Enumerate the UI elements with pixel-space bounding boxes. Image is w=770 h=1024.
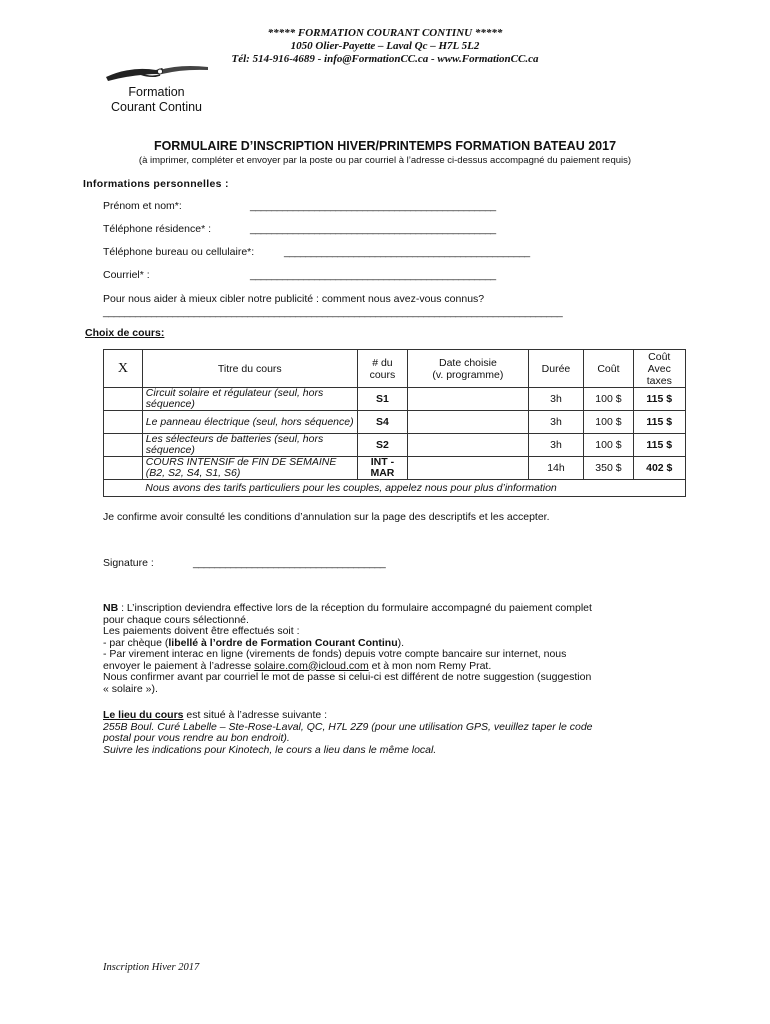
course-cost: 100 $ (584, 388, 633, 411)
course-cost: 100 $ (584, 434, 633, 457)
course-title: Le panneau électrique (seul, hors séquence) (142, 411, 357, 434)
nb-line7: Nous confirmer avant par courriel le mot de passe si celui-ci est différent de notre suggestion (suggestion (103, 671, 592, 683)
course-checkbox[interactable] (104, 411, 143, 434)
course-location: Le lieu du cours est situé à l’adresse suivante : 255B Boul. Curé Labelle – Ste-Rose-Laval, QC, H7L 2Z9 (pour une utilisation GPS, veuillez taper le code postal pour vous rendre au bon endroit). Suivre les indications pour Kinotech, le cours a lieu dans le même local. (103, 710, 703, 756)
name-label: Prénom et nom*: (103, 200, 182, 212)
header-address-line: 1050 Olier-Payette – Laval Qc – H7L 5L2 (290, 40, 480, 52)
signature-label: Signature : (103, 557, 154, 569)
logo-text-line1: Formation (128, 85, 185, 99)
course-date-field[interactable] (408, 434, 529, 457)
header-cost-taxes: Coût Avec taxes (633, 350, 685, 388)
header-contact-line: Tél: 514-916-4689 - info@FormationCC.ca - www.FormationCC.ca (231, 53, 539, 65)
home-phone-field[interactable]: ______________________________________________ (250, 223, 496, 235)
course-duration: 3h (528, 411, 584, 434)
name-field[interactable]: ______________________________________________ (250, 200, 496, 212)
location-address: 255B Boul. Curé Labelle – Ste-Rose-Laval, QC, H7L 2Z9 (pour une utilisation GPS, veuillez taper le code (103, 720, 593, 733)
course-number: INT - MAR (357, 457, 407, 480)
courses-table (103, 349, 686, 497)
table-note-row (104, 480, 686, 497)
header-cost: Coût (584, 350, 633, 388)
course-duration: 3h (528, 388, 584, 411)
course-title: Circuit solaire et régulateur (seul, hors séquence) (142, 388, 357, 411)
header-title: Titre du cours (142, 350, 357, 388)
table-row (104, 457, 686, 480)
form-subtitle: (à imprimer, compléter et envoyer par la poste ou par courriel à l’adresse ci-dessus accompagné du paiement requis) (138, 155, 632, 166)
course-number: S4 (357, 411, 407, 434)
table-row (104, 434, 686, 457)
nb-line8: « solaire »). (103, 682, 158, 695)
signature-field[interactable]: ____________________________________ (193, 557, 386, 569)
courses-heading: Choix de cours: (85, 327, 165, 339)
location-address-cont: postal pour vous rendre au bon endroit). (103, 732, 290, 744)
logo-text-line2: Courant Continu (110, 100, 203, 114)
personal-info-heading: Informations personnelles : (83, 178, 229, 190)
course-duration: 3h (528, 434, 584, 457)
course-cost-taxes: 402 $ (633, 457, 685, 480)
table-row (104, 411, 686, 434)
nb-line1: : L’inscription deviendra effective lors de la réception du formulaire accompagné du paiement complet (118, 602, 592, 614)
nb-line3: Les paiements doivent être effectués soit : (103, 625, 300, 637)
courses-header-row (104, 350, 686, 388)
nb-line5: - Par virement interac en ligne (virements de fonds) depuis votre compte bancaire sur internet, nous (103, 648, 567, 660)
course-cost-taxes: 115 $ (633, 411, 685, 434)
course-cost: 350 $ (584, 457, 633, 480)
cheque-payee: libellé à l’ordre de Formation Courant Continu (168, 636, 398, 649)
course-date-field[interactable] (408, 457, 529, 480)
header-company-line: ***** FORMATION COURANT CONTINU ***** (267, 27, 503, 39)
page-footer: Inscription Hiver 2017 (103, 962, 200, 973)
course-checkbox[interactable] (104, 388, 143, 411)
course-date-field[interactable] (408, 411, 529, 434)
location-label: Le lieu du cours (103, 709, 184, 721)
header-date: Date choisie (v. programme) (408, 350, 529, 388)
course-title: Les sélecteurs de batteries (seul, hors séquence) (142, 434, 357, 457)
payment-notes: NB : L’inscription deviendra effective lors de la réception du formulaire accompagné du paiement complet pour chaque cours sélectionné. Les paiements doivent être effectués soit : - par chèque (libellé à l’ordre de Formation Courant Continu). - Par virement interac en ligne (virements de fonds) depuis votre compte bancaire sur internet, nous envoyer le paiement à l’adresse solaire.com@icloud.com et à mon nom Remy Prat. Nous confirmer avant par courriel le mot de passe si celui-ci est différent de notre suggestion (suggestion « solaire »). (103, 603, 703, 695)
table-row (104, 388, 686, 411)
referral-question: Pour nous aider à mieux cibler notre publicité : comment nous avez-vous connus? (103, 293, 485, 305)
header-course-number: # du cours (357, 350, 407, 388)
course-checkbox[interactable] (104, 434, 143, 457)
cancellation-confirmation: Je confirme avoir consulté les conditions d’annulation sur la page des descriptifs et les accepter. (103, 511, 550, 523)
location-directions: Suivre les indications pour Kinotech, le cours a lieu dans le même local. (103, 743, 437, 756)
crimper-tool-icon (100, 62, 215, 86)
header-select: X (104, 350, 143, 388)
work-phone-label: Téléphone bureau ou cellulaire*: (103, 246, 255, 258)
course-cost-taxes: 115 $ (633, 434, 685, 457)
email-label: Courriel* : (103, 269, 150, 281)
course-number: S1 (357, 388, 407, 411)
nb-line2: pour chaque cours sélectionné. (103, 613, 249, 626)
course-title: COURS INTENSIF de FIN DE SEMAINE (B2, S2, S4, S1, S6) (142, 457, 357, 480)
course-date-field[interactable] (408, 388, 529, 411)
form-title: FORMULAIRE D’INSCRIPTION HIVER/PRINTEMPS FORMATION BATEAU 2017 (153, 139, 617, 153)
course-checkbox[interactable] (104, 457, 143, 480)
email-field[interactable]: ______________________________________________ (250, 269, 496, 281)
couples-pricing-note: Nous avons des tarifs particuliers pour les couples, appelez nous pour plus d’information (142, 480, 685, 497)
course-cost: 100 $ (584, 411, 633, 434)
nb-label: NB (103, 602, 119, 614)
course-cost-taxes: 115 $ (633, 388, 685, 411)
home-phone-label: Téléphone résidence* : (103, 223, 211, 235)
course-duration: 14h (528, 457, 584, 480)
work-phone-field[interactable]: ______________________________________________ (284, 246, 530, 258)
referral-answer-field[interactable]: ______________________________________________________________________________________ (103, 306, 563, 318)
payment-email-link[interactable]: solaire.com@icloud.com (254, 659, 369, 672)
company-logo (100, 62, 215, 118)
header-duration: Durée (528, 350, 584, 388)
course-number: S2 (357, 434, 407, 457)
